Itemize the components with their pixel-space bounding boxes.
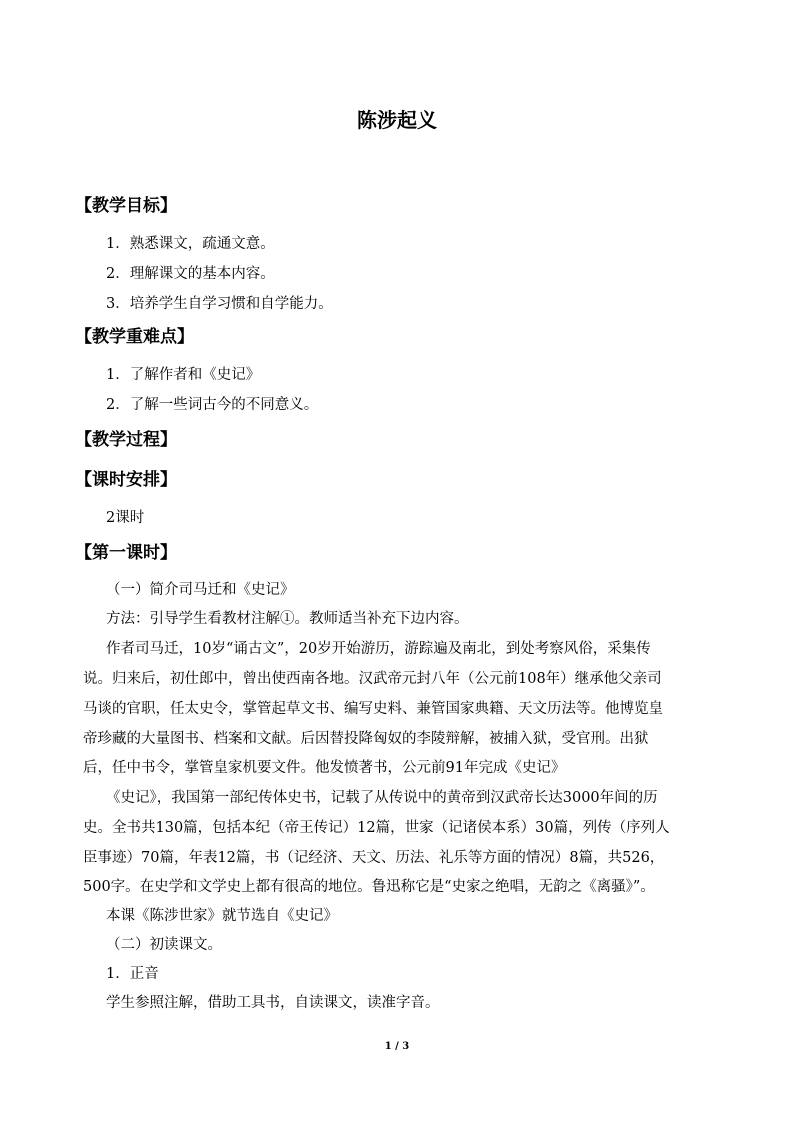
shiji-line-1: 《史记》，我国第一部纪传体史书，记载了从传说中的黄帝到汉武帝长达3000年间的历: [106, 790, 658, 806]
author-line-3: 马谈的官职，任太史令，掌管起草文书、编写史料、兼管国家典籍、天文历法等。他博览皇: [83, 701, 663, 717]
page-number: 1 / 3: [384, 1041, 410, 1052]
shiji-line-2: 史。全书共130篇，包括本纪（帝王传记）12篇，世家（记诸侯本系）30篇，列传（序列人: [83, 820, 670, 836]
heading-schedule: 【课时安排】: [75, 470, 177, 490]
author-line-4: 帝珍藏的大量图书、档案和文献。后因替投降匈奴的李陵辩解，被捕入狱，受官刑。出狱: [83, 731, 649, 747]
objective-item-3: 3．培养学生自学习惯和自学能力。: [106, 296, 333, 312]
objective-item-1: 1．熟悉课文，疏通文意。: [106, 236, 275, 252]
step1-text: 学生参照注解，借助工具书，自读课文，读准字音。: [106, 995, 440, 1011]
author-line-1: 作者司马迁，10岁“诵古文”，20岁开始游历，游踪遍及南北，到处考察风俗，采集传: [106, 641, 651, 657]
objective-item-2: 2．理解课文的基本内容。: [106, 266, 275, 282]
key-point-item-2: 2．了解一些词古今的不同意义。: [106, 397, 319, 413]
key-point-item-1: 1．了解作者和《史记》: [106, 367, 261, 383]
schedule-text: 2课时: [106, 510, 145, 526]
step1-title: 1．正音: [106, 966, 159, 982]
heading-key-points: 【教学重难点】: [75, 327, 194, 347]
shiji-line-4: 500字。在史学和文学史上都有很高的地位。鲁迅称它是“史家之绝唱，无韵之《离骚》”。: [83, 879, 655, 895]
author-line-2: 说。归来后，初仕郎中，曾出使西南各地。汉武帝元封八年（公元前108年）继承他父亲司: [83, 671, 662, 687]
page-title: 陈涉起义: [357, 108, 437, 132]
excerpt-text: 本课《陈涉世家》就节选自《史记》: [106, 908, 338, 924]
shiji-line-3: 臣事迹）70篇，年表12篇，书（记经济、天文、历法、礼乐等方面的情况）8篇，共526，: [83, 850, 665, 866]
part1-title: （一）简介司马迁和《史记》: [106, 582, 295, 598]
author-line-5: 后，任中书令，掌管皇家机要文件。他发愤著书，公元前91年完成《史记》: [83, 760, 566, 776]
heading-first-lesson: 【第一课时】: [75, 543, 177, 563]
heading-objectives: 【教学目标】: [75, 196, 177, 216]
heading-process: 【教学过程】: [75, 430, 177, 450]
method-text: 方法：引导学生看教材注解①。教师适当补充下边内容。: [106, 611, 469, 627]
part2-title: （二）初读课文。: [106, 937, 222, 953]
